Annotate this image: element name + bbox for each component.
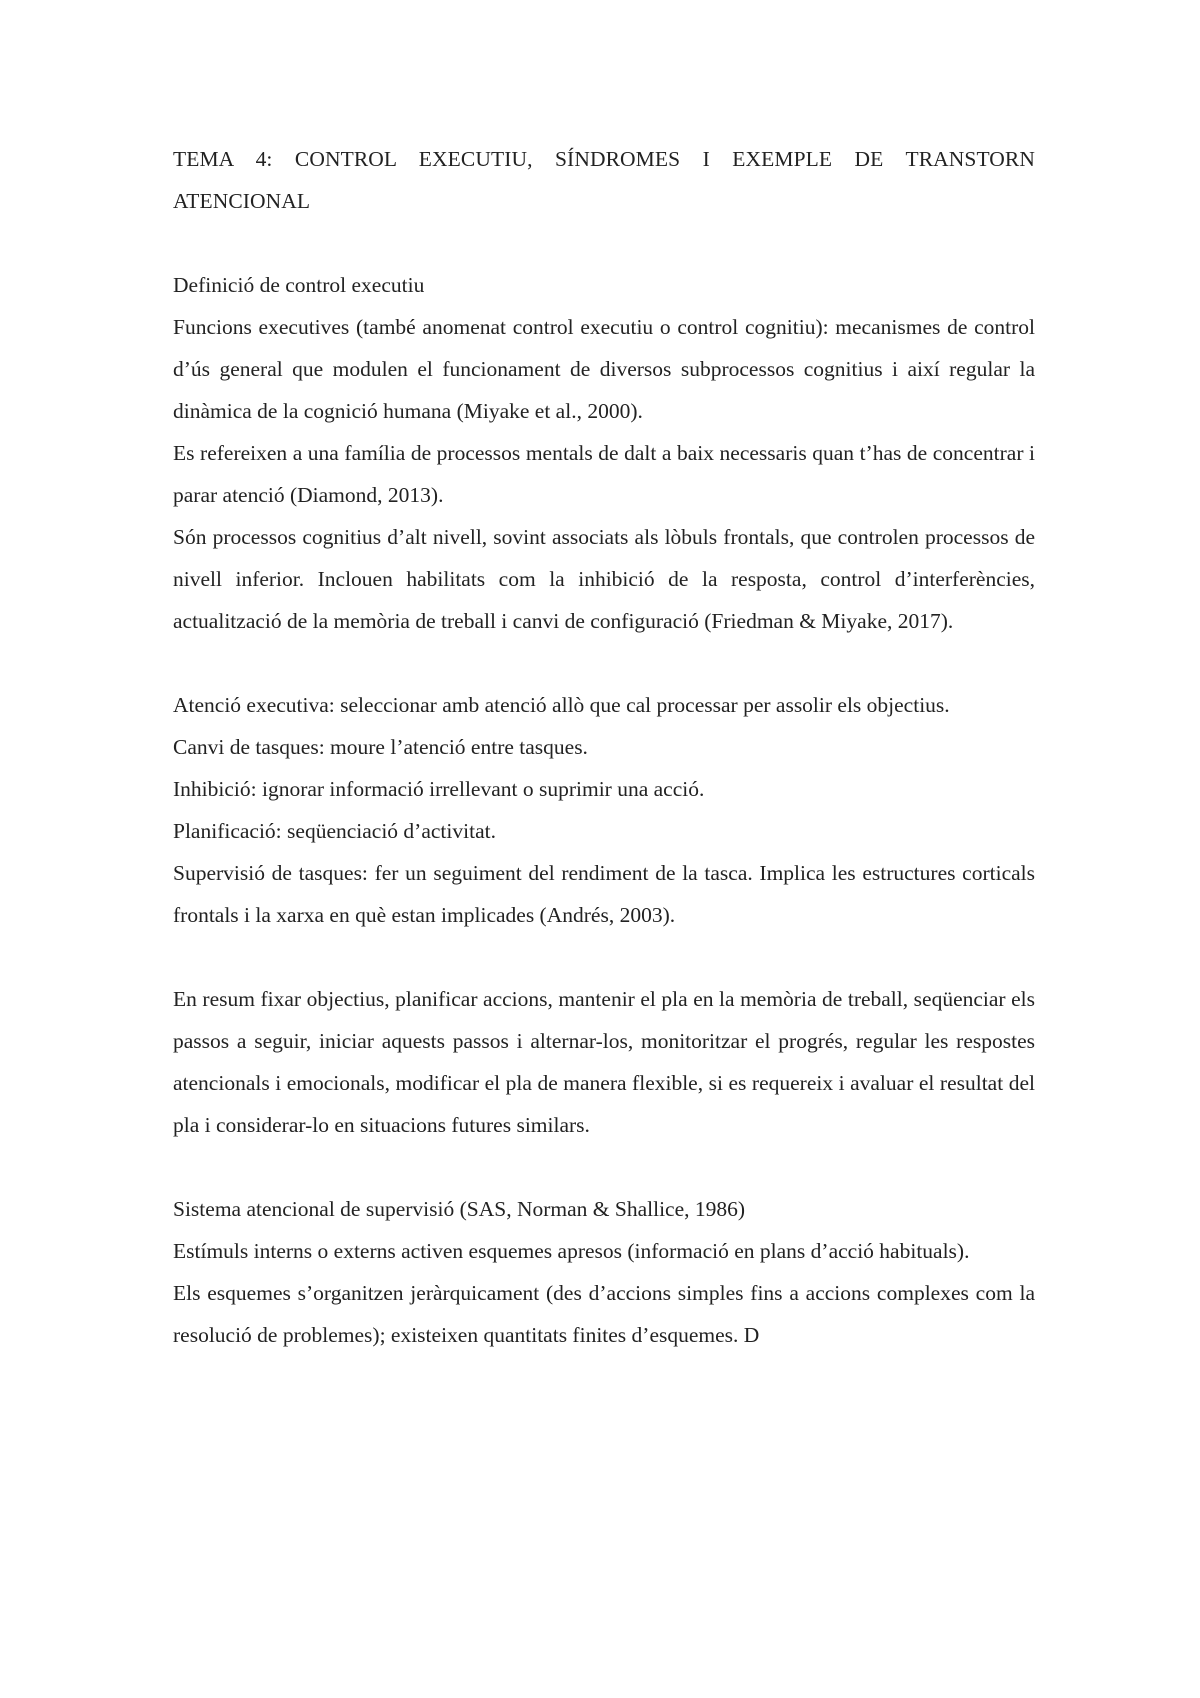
document-title: TEMA 4: CONTROL EXECUTIU, SÍNDROMES I EXEMPLE DE TRANSTORN ATENCIONAL <box>173 147 1035 213</box>
blank-line <box>173 936 1035 978</box>
paragraph-executive-functions: Funcions executives (també anomenat control executiu o control cognitiu): mecanismes de control d’ús general que modulen el funcionament de diversos subprocessos cognitius i així regular la dinàmica de la cognició humana (Miyake et al., 2000). <box>173 315 1035 423</box>
section-heading-executive-control: Definició de control executiu <box>173 273 425 297</box>
blank-line <box>173 642 1035 684</box>
paragraph-mental-processes: Es refereixen a una família de processos mentals de dalt a baix necessaris quan t’has de concentrar i parar atenció (Diamond, 2013). <box>173 441 1035 507</box>
paragraph-inhibition: Inhibició: ignorar informació irrellevant o suprimir una acció. <box>173 777 705 801</box>
paragraph-executive-attention: Atenció executiva: seleccionar amb atenció allò que cal processar per assolir els objectius. <box>173 693 950 717</box>
paragraph-planning: Planificació: seqüenciació d’activitat. <box>173 819 496 843</box>
paragraph-cognitive-processes: Són processos cognitius d’alt nivell, sovint associats als lòbuls frontals, que controlen processos de nivell inferior. Inclouen habilitats com la inhibició de la resposta, control d’interferències, actualització de la memòria de treball i canvi de configuració (Friedman & Miyake, 2017). <box>173 525 1035 633</box>
blank-line <box>173 222 1035 264</box>
section-heading-sas: Sistema atencional de supervisió (SAS, Norman & Shallice, 1986) <box>173 1197 746 1221</box>
paragraph-task-switching: Canvi de tasques: moure l’atenció entre tasques. <box>173 735 588 759</box>
paragraph-task-supervision: Supervisió de tasques: fer un seguiment del rendiment de la tasca. Implica les estructures corticals frontals i la xarxa en què estan implicades (Andrés, 2003). <box>173 861 1035 927</box>
blank-line <box>173 1146 1035 1188</box>
paragraph-schemas: Els esquemes s’organitzen jeràrquicament (des d’accions simples fins a accions complexes com la resolució de problemes); existeixen quantitats finites d’esquemes. D <box>173 1281 1035 1347</box>
document-page <box>173 138 1035 1356</box>
paragraph-summary: En resum fixar objectius, planificar accions, mantenir el pla en la memòria de treball, seqüenciar els passos a seguir, iniciar aquests passos i alternar-los, monitoritzar el progrés, regular les respostes atencionals i emocionals, modificar el pla de manera flexible, si es requereix i avaluar el resultat del pla i considerar-lo en situacions futures similars. <box>173 987 1035 1137</box>
paragraph-stimuli: Estímuls interns o externs activen esquemes apresos (informació en plans d’acció habituals). <box>173 1239 970 1263</box>
